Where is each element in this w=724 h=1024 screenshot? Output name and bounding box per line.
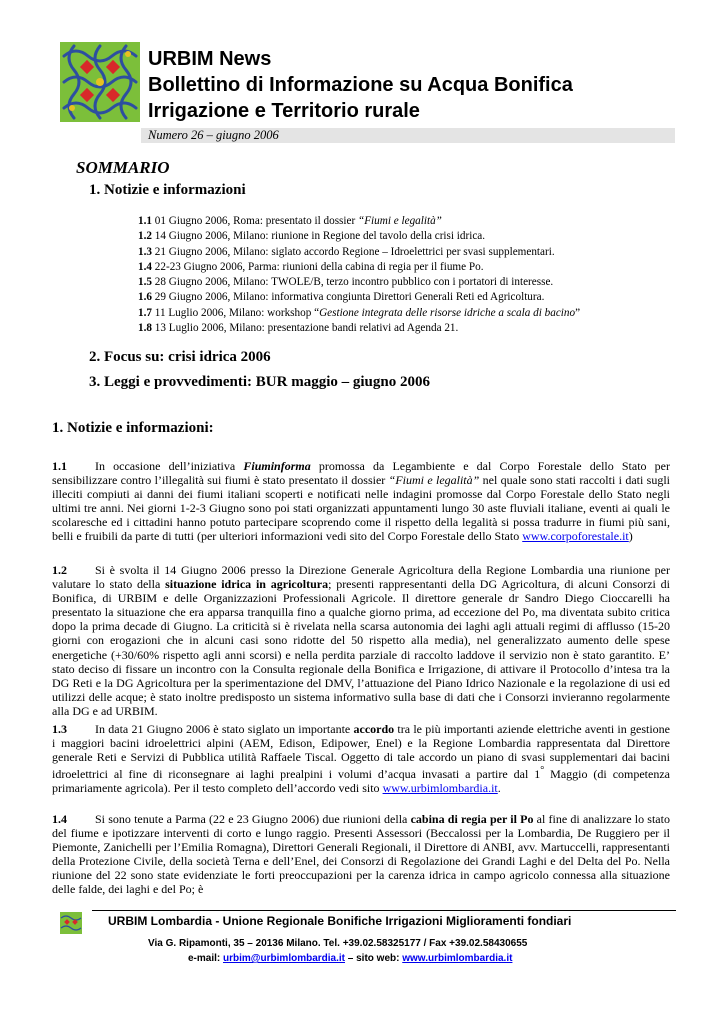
paragraph-1-4: 1.4 Si sono tenute a Parma (22 e 23 Giugno 2006) due riunioni della cabina di regia per il Po al fine di analizzare lo stato del fiume e ipotizzare interventi di corto e lungo raggio. Presenti Assessori (Beccalossi per la Lombardia, De Ruggiero per il Piemonte, Zanichelli per l’Emilia Romagna), Direttori Generali Regionali, il Direttore di ANBI, avv. Martuccelli, rappresentanti della Protezione Civile, della società Terna e dell’Enel, dei Consorzi di Regolazione dei Grandi Laghi e del Delta del Po. Nella riunione del 22 sono state evidenziate le forti preoccupazioni per la carenza idrica in campo agricolo connessa alla situazione delle falde, dei laghi e del Po; è [52,812,670,897]
toc-section-3[interactable]: 3. Leggi e provvedimenti: BUR maggio – giugno 2006 [89,374,430,390]
issue-number: Numero 26 – giugno 2006 [148,128,279,142]
toc-item[interactable]: 1.5 28 Giugno 2006, Milano: TWOLE/B, terzo incontro pubblico con i portatori di interesse. [138,276,554,289]
footer-contacts: e-mail: urbim@urbimlombardia.it – sito web: www.urbimlombardia.it [188,953,513,964]
masthead-subtitle-2: Irrigazione e Territorio rurale [148,100,420,122]
toc-item[interactable]: 1.4 22-23 Giugno 2006, Parma: riunioni della cabina di regia per il fiume Po. [138,260,484,273]
masthead-subtitle-1: Bollettino di Informazione su Acqua Bonifica [148,74,573,96]
masthead [148,46,573,124]
toc-item[interactable]: 1.2 14 Giugno 2006, Milano: riunione in Regione del tavolo della crisi idrica. [138,230,486,243]
section-1-heading: 1. Notizie e informazioni: [52,420,214,436]
website-link[interactable]: www.urbimlombardia.it [402,953,513,964]
paragraph-1-2: 1.2 Si è svolta il 14 Giugno 2006 presso la Direzione Generale Agricoltura della Regione Lombardia una riunione per valutare lo stato della situazione idrica in agricoltura; presenti rappresentanti della DG Agricoltura, di alcuni Consorzi di Bonifica, di URBIM e delle Organizzazioni Professionali Agricole. Il direttore generale dr Sandro Diego Cioccarelli ha presentato la situazione che era apparsa tranquilla fino a qualche giorno prima, ad eccezione del Po, ma diventata subito critica dopo la prima decade di Giugno. La criticità si è rivelata nella scarsa autonomia dei laghi agli attuali regimi di afflusso (15-20 giorni con erogazioni che in alcuni casi sono ridotte del 50 rispetto alla media), nel generalizzato aumento delle spese energetiche (+30/60% rispetto agli anni scorsi) e nella perdita parziale di raccolto laddove il servizio non è stato garantito. E’ stato deciso di fissare un incontro con la Consulta regionale della Bonifica e Irrigazione, di attivare il Protocollo d’intesa tra la DG Reti e la DG Agricoltura per la sperimentazione del DMV, l’attuazione del Piano Idrico Nazionale e la regolazione di usi ed utilizzi delle acque; è stato inoltre predisposto un sistema informativo sulla base di dati che i Consorzi invieranno regolarmente alla DG e ad URBIM. [52,563,670,718]
toc-item[interactable]: 1.8 13 Luglio 2006, Milano: presentazione bandi relativi ad Agenda 21. [138,322,459,335]
paragraph-1-1: 1.1 In occasione dell’iniziativa Fiuminforma promossa da Legambiente e dal Corpo Forestale dello Stato per sensibilizzare contro l’illegalità sui fiumi è stato presentato il dossier “Fiumi e legalità” nel quale sono stati raccolti i dati sugli illeciti compiuti ai danni dei fiumi italiani scoperti e notificati nelle indagini promosse dal Corpo Forestale dello Stato negli ultimi tre anni. Nei giorni 1-2-3 Giugno sono poi stati organizzati appuntamenti lungo 30 aste fluviali italiane, eventi ai quali le scolaresche ed i cittadini hanno potuto partecipare scoprendo come il rispetto della legalità si possa tradurre in fiumi più sani, belli e fruibili da parte di tutti (per ulteriori informazioni vedi sito del Corpo Forestale dello Stato www.corpoforestale.it) [52,459,670,544]
urbim-link[interactable]: www.urbimlombardia.it [382,781,498,796]
corpoforestale-link[interactable]: www.corpoforestale.it [522,529,629,544]
email-link[interactable]: urbim@urbimlombardia.it [223,953,345,964]
footer-address: Via G. Ripamonti, 35 – 20136 Milano. Tel. +39.02.58325177 / Fax +39.02.58430655 [148,938,528,949]
paragraph-1-3: 1.3 In data 21 Giugno 2006 è stato siglato un importante accordo tra le più importanti aziende elettriche aventi in gestione i maggiori bacini idroelettrici alpini (AEM, Edison, Edipower, Enel) e la Regione Lombardia rappresentata dal Direttore generale Reti e Servizi di Pubblica utilità Raffaele Tiscal. Oggetto di tale accordo un piano di svasi supplementari dai bacini idroelettrici al fine di riconsegnare ai laghi prealpini i volumi d’acqua invasati a partire dal 1° Maggio (di competenza primariamente agricola). Per il testo completo dell’accordo vedi sito www.urbimlombardia.it. [52,722,670,796]
sommario-heading: SOMMARIO [76,158,170,177]
toc-section-2[interactable]: 2. Focus su: crisi idrica 2006 [89,349,271,365]
toc-item[interactable]: 1.1 01 Giugno 2006, Roma: presentato il dossier “Fiumi e legalità” [138,215,442,227]
urbim-logo [60,42,140,122]
toc-item[interactable]: 1.6 29 Giugno 2006, Milano: informativa congiunta Direttori Generali Reti ed Agricoltura. [138,291,545,304]
footer-org: URBIM Lombardia - Unione Regionale Bonifiche Irrigazioni Miglioramenti fondiari [108,914,572,928]
footer-divider [92,910,676,911]
footer-logo [60,912,82,934]
toc-item[interactable]: 1.3 21 Giugno 2006, Milano: siglato accordo Regione – Idroelettrici per svasi supplementari. [138,245,555,258]
toc-section-1[interactable]: 1. Notizie e informazioni [89,182,246,198]
toc-item[interactable]: 1.7 11 Luglio 2006, Milano: workshop “Gestione integrata delle risorse idriche a scala di bacino” [138,306,581,319]
toc-list [138,214,580,336]
masthead-title: URBIM News [148,48,272,70]
